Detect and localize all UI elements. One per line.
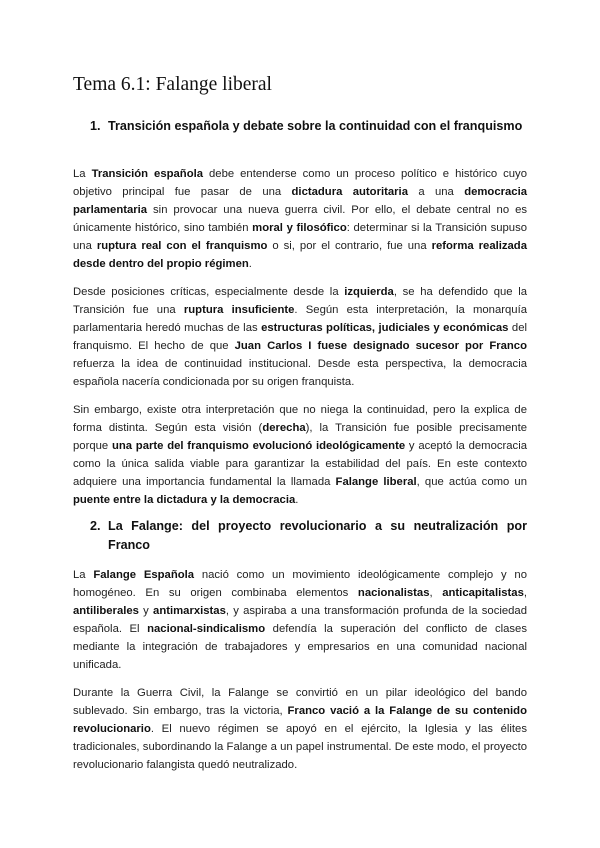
bold-text-run: nacionalistas <box>357 587 430 600</box>
text-run: defendía la superación del conflicto de clases mediante la integración de trabajadores y empresarios en una comunidad nacional unificada. <box>73 623 527 672</box>
text-run: ), la Transición fue posible precisamente porque <box>73 422 527 453</box>
text-run: . Según esta interpretación, la monarquía parlamentaria heredó muchas de las <box>73 304 527 335</box>
bold-text-run: Falange liberal <box>335 476 417 489</box>
text-run: Sin embargo, existe otra interpretación que no niega la continuidad, pero la explica de forma distinta. Según esta visión ( <box>73 404 527 435</box>
text-run: y aceptó la democracia como la única salida viable para garantizar la estabilidad del país. En este contexto adquiere una importancia fundamental la llamada <box>73 440 527 489</box>
text-run: nació como un movimiento ideológicamente complejo y no homogéneo. En su origen combinaba elementos <box>73 569 527 600</box>
bold-text-run: Falange Española <box>93 569 195 581</box>
text-run: , que actúa como un <box>416 476 528 489</box>
bold-text-run: puente entre la dictadura y la democracia <box>73 494 296 507</box>
bold-text-run: derecha <box>262 422 306 435</box>
text-run: refuerza la idea de continuidad institucional. Desde esta perspectiva, la democracia española nacería condicionada por su origen franquista. <box>73 358 527 389</box>
bold-text-run: nacional-sindicalismo <box>147 623 266 636</box>
bold-text-run: izquierda <box>344 286 394 298</box>
bold-text-run: reforma realizada desde dentro del propio régimen <box>73 240 527 271</box>
text-run: : determinar si la Transición supuso una <box>73 222 528 253</box>
bold-text-run: ruptura real con el franquismo <box>96 240 268 253</box>
bold-text-run: dictadura autoritaria <box>291 186 408 199</box>
bold-text-run: moral y filosófico <box>252 222 347 235</box>
text-run: debe entenderse como un proceso político e histórico cuyo objetivo principal fue pasar de una <box>73 168 527 199</box>
text-run: . <box>295 494 299 507</box>
text-run: . El nuevo régimen se apoyó en el ejército, la Iglesia y las élites tradicionales, subordinando la Falange a un papel instrumental. De este modo, el proyecto revolucionario falangista quedó neutralizado. <box>73 723 527 772</box>
bold-text-run: democracia parlamentaria <box>73 186 527 217</box>
text-run: . <box>248 258 252 271</box>
text-run: , y aspiraba a una transformación profunda de la sociedad española. El <box>73 605 527 636</box>
text-run: a una <box>407 186 465 199</box>
section-heading-2 <box>90 517 527 555</box>
text-run: sin provocar una nueva guerra civil. Por ello, el debate central no es únicamente histórico, sino también <box>73 204 527 235</box>
paragraph <box>73 283 527 392</box>
text-run: , <box>429 587 443 600</box>
paragraph <box>73 401 527 510</box>
paragraph <box>73 684 527 774</box>
text-run: , <box>523 587 527 600</box>
text-run: y <box>138 605 154 618</box>
bold-text-run: antiliberales <box>73 605 139 618</box>
bold-text-run: Transición española <box>91 168 204 180</box>
text-run: del franquismo. El hecho de que <box>73 322 527 353</box>
section-number: 1. <box>90 119 101 133</box>
paragraph <box>73 165 527 274</box>
text-run: o si, por el contrario, fue una <box>267 240 432 253</box>
bold-text-run: Franco vació a la Falange de su contenido revolucionario <box>73 705 527 736</box>
section-heading-text: La Falange: del proyecto revolucionario a su neutralización por Franco <box>108 519 527 552</box>
paragraph <box>73 566 527 675</box>
text-run: Desde posiciones críticas, especialmente desde la <box>73 286 345 298</box>
bold-text-run: anticapitalistas <box>442 587 524 600</box>
bold-text-run: ruptura insuficiente <box>183 304 295 317</box>
bold-text-run: una parte del franquismo evolucionó ideológicamente <box>111 440 406 453</box>
section-heading-1 <box>90 117 527 136</box>
text-run: Durante la Guerra Civil, la Falange se convirtió en un pilar ideológico del bando sublevado. Sin embargo, tras la victoria, <box>73 687 527 718</box>
text-run: , se ha defendido que la Transición fue una <box>73 286 527 317</box>
text-run: La <box>73 569 94 581</box>
section-number: 2. <box>90 519 101 533</box>
page-title: Tema 6.1: Falange liberal <box>73 74 272 95</box>
bold-text-run: estructuras políticas, judiciales y económicas <box>261 322 509 335</box>
section-heading-text: Transición española y debate sobre la continuidad con el franquismo <box>108 119 523 133</box>
bold-text-run: Juan Carlos I fuese designado sucesor por Franco <box>234 340 527 353</box>
text-run: La <box>73 168 92 180</box>
bold-text-run: antimarxistas <box>153 605 226 618</box>
